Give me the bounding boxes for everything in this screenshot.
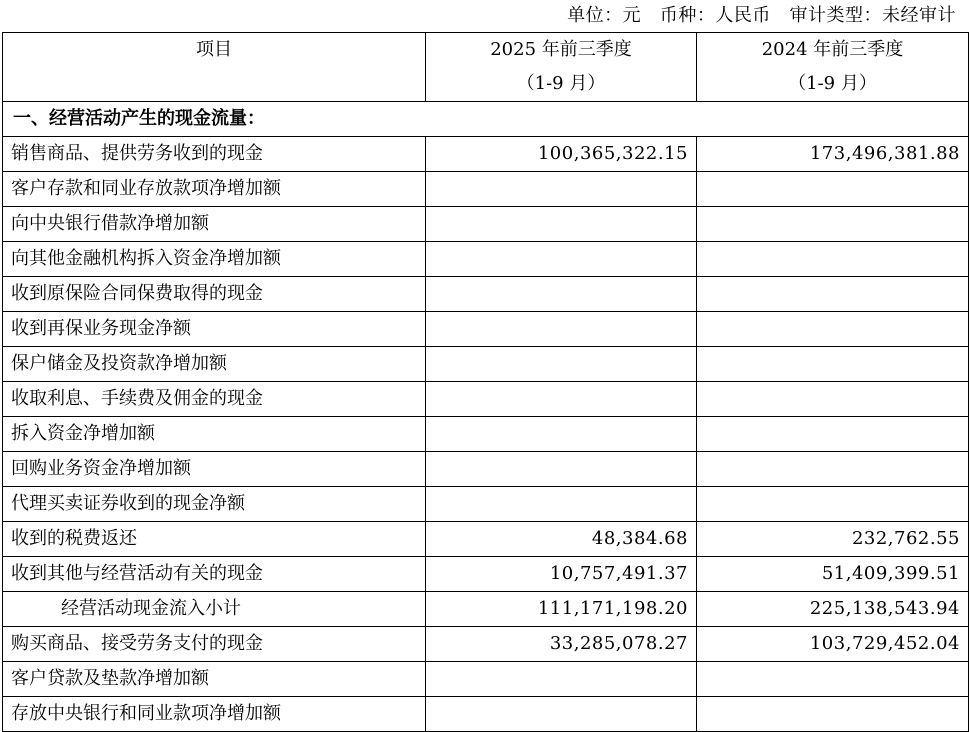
row-current-value [426,347,697,382]
row-label: 收到再保业务现金净额 [3,312,426,347]
row-previous-value: 51,409,399.51 [697,557,969,592]
row-label: 客户存款和同业存放款项净增加额 [3,172,426,207]
row-label: 收到原保险合同保费取得的现金 [3,277,426,312]
column-header-item-label: 项目 [196,39,232,60]
row-label: 收到的税费返还 [3,522,426,557]
table-row [3,557,969,592]
table-row [3,417,969,452]
column-header-current-period [426,33,697,102]
row-previous-value [697,382,969,417]
table-row [3,382,969,417]
row-current-value [426,417,697,452]
row-label: 向中央银行借款净增加额 [3,207,426,242]
row-current-value [426,207,697,242]
row-previous-value [697,417,969,452]
section-title: 一、经营活动产生的现金流量： [3,102,969,137]
row-previous-value [697,312,969,347]
row-label: 客户贷款及垫款净增加额 [3,662,426,697]
column-header-previous-period [697,33,969,102]
row-label: 购买商品、接受劳务支付的现金 [3,627,426,662]
row-current-value: 10,757,491.37 [426,557,697,592]
table-row [3,522,969,557]
row-previous-value [697,697,969,732]
row-previous-value [697,242,969,277]
table-header-row [3,33,969,102]
row-label: 销售商品、提供劳务收到的现金 [3,137,426,172]
row-previous-value [697,452,969,487]
row-current-value: 100,365,322.15 [426,137,697,172]
subtotal-row [3,592,969,627]
table-row [3,697,969,732]
row-previous-value: 173,496,381.88 [697,137,969,172]
row-previous-value [697,172,969,207]
row-current-value [426,172,697,207]
table-row [3,662,969,697]
row-previous-value [697,207,969,242]
row-current-value [426,242,697,277]
row-previous-value [697,662,969,697]
column-header-current-label: 2025 年前三季度 [490,39,632,60]
row-label: 存放中央银行和同业款项净增加额 [3,697,426,732]
table-row [3,207,969,242]
table-row [3,347,969,382]
cash-flow-table [2,32,969,732]
row-label: 向其他金融机构拆入资金净增加额 [3,242,426,277]
row-current-value [426,487,697,522]
row-previous-value: 225,138,543.94 [697,592,969,627]
row-current-value: 111,171,198.20 [426,592,697,627]
row-label: 收取利息、手续费及佣金的现金 [3,382,426,417]
row-current-value: 33,285,078.27 [426,627,697,662]
unit-currency-audit-note: 单位：元 币种：人民币 审计类型：未经审计 [567,5,956,26]
table-row [3,487,969,522]
row-current-value: 48,384.68 [426,522,697,557]
column-header-previous-months: （1-9 月） [788,73,877,94]
row-previous-value [697,487,969,522]
row-label: 回购业务资金净增加额 [3,452,426,487]
row-previous-value [697,277,969,312]
row-current-value [426,382,697,417]
table-row [3,172,969,207]
table-row [3,452,969,487]
column-header-item [3,33,426,102]
row-current-value [426,697,697,732]
row-previous-value [697,347,969,382]
section-row-operating-activities [3,102,969,137]
table-row [3,137,969,172]
row-current-value [426,452,697,487]
row-previous-value: 232,762.55 [697,522,969,557]
row-label: 拆入资金净增加额 [3,417,426,452]
column-header-previous-label: 2024 年前三季度 [761,39,904,60]
row-previous-value: 103,729,452.04 [697,627,969,662]
row-label: 代理买卖证券收到的现金净额 [3,487,426,522]
table-row [3,277,969,312]
row-current-value [426,312,697,347]
row-label: 保户储金及投资款净增加额 [3,347,426,382]
table-row [3,627,969,662]
row-current-value [426,277,697,312]
row-current-value [426,662,697,697]
row-label: 收到其他与经营活动有关的现金 [3,557,426,592]
row-label: 经营活动现金流入小计 [3,592,426,627]
table-row [3,312,969,347]
column-header-current-months: （1-9 月） [516,73,606,94]
table-row [3,242,969,277]
